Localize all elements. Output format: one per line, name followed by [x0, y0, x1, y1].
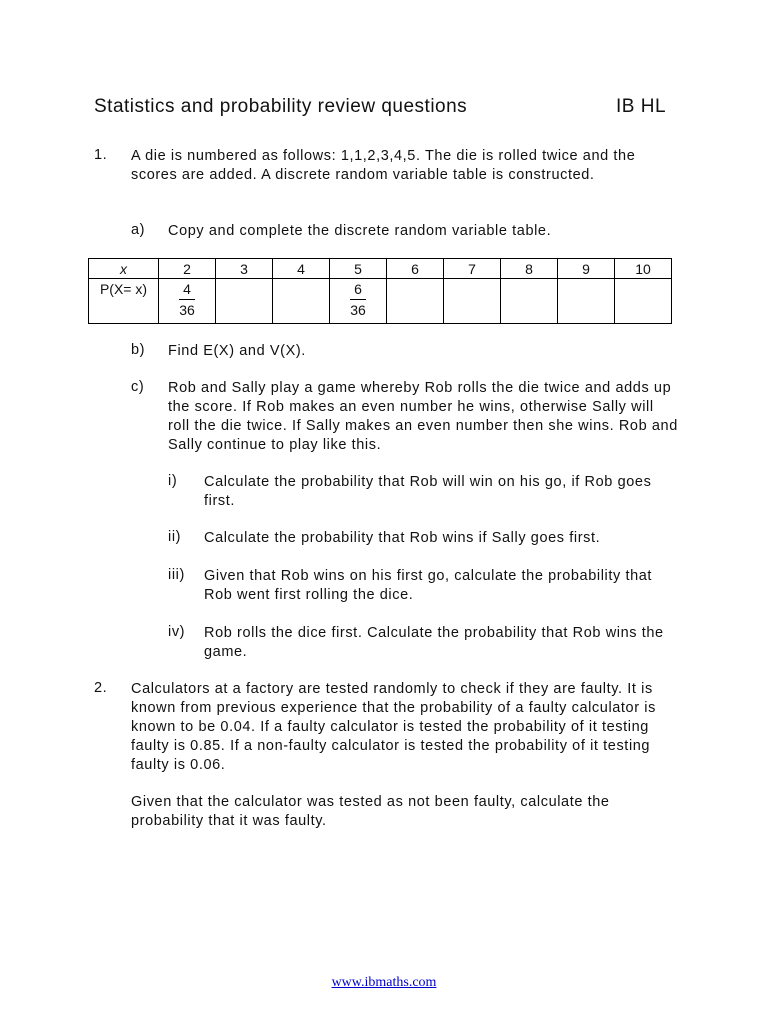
- part-c-iii-label: iii): [168, 567, 185, 583]
- probability-header: P(X= x): [89, 279, 159, 324]
- part-c-i-text: Calculate the probability that Rob will win on his go, if Rob goes first.: [204, 474, 652, 509]
- fraction: $\frac{6}{36}$: [350, 281, 366, 318]
- course-level: IB HL: [616, 96, 667, 117]
- x-cell: 5: [330, 259, 387, 279]
- x-cell: 6: [387, 259, 444, 279]
- website-link[interactable]: www.ibmaths.com: [331, 975, 437, 990]
- part-a-text: Copy and complete the discrete random variable table.: [168, 223, 552, 239]
- page-title: Statistics and probability review questions: [94, 96, 468, 117]
- question-2-intro: Calculators at a factory are tested randomly to check if they are faulty. It is known from previous experience that the probability of a faulty calculator is known to be 0.04. If a faulty calculator is tested the probability of it testing faulty is 0.85. If a non-faulty calculator is tested the probability of it testing faulty is 0.06.: [131, 681, 656, 773]
- x-cell: 3: [216, 259, 273, 279]
- p-cell-empty[interactable]: [615, 279, 672, 324]
- x-header: x: [89, 259, 159, 279]
- part-a-label: a): [131, 222, 146, 238]
- p-cell-empty[interactable]: [216, 279, 273, 324]
- distribution-table: [88, 258, 672, 324]
- p-cell: [159, 279, 216, 324]
- question-1-intro: A die is numbered as follows: 1,1,2,3,4,5. The die is rolled twice and the scores are added. A discrete random variable table is constructed.: [131, 148, 636, 183]
- question-2-number: 2.: [94, 680, 108, 696]
- part-b-text: Find E(X) and V(X).: [168, 343, 306, 359]
- x-cell: 8: [501, 259, 558, 279]
- part-c-label: c): [131, 379, 145, 395]
- question-1-number: 1.: [94, 147, 108, 163]
- part-c-iv-text: Rob rolls the dice first. Calculate the probability that Rob wins the game.: [204, 625, 664, 660]
- x-cell: 10: [615, 259, 672, 279]
- part-b-label: b): [131, 342, 146, 358]
- question-2-question: Given that the calculator was tested as not been faulty, calculate the probability that it was faulty.: [131, 794, 610, 829]
- part-c-iii-text: Given that Rob wins on his first go, calculate the probability that Rob went first rolling the dice.: [204, 568, 653, 603]
- p-cell: [330, 279, 387, 324]
- table-row-probability: [89, 279, 672, 324]
- p-cell-empty[interactable]: [387, 279, 444, 324]
- part-c-ii-label: ii): [168, 529, 182, 545]
- part-c-i-label: i): [168, 473, 178, 489]
- x-cell: 7: [444, 259, 501, 279]
- p-cell-empty[interactable]: [273, 279, 330, 324]
- part-c-ii-text: Calculate the probability that Rob wins if Sally goes first.: [204, 530, 601, 546]
- x-cell: 9: [558, 259, 615, 279]
- part-c-iv-label: iv): [168, 624, 186, 640]
- p-cell-empty[interactable]: [501, 279, 558, 324]
- table-row-x: [89, 259, 672, 279]
- x-cell: 2: [159, 259, 216, 279]
- part-c-text: Rob and Sally play a game whereby Rob rolls the die twice and adds up the score. If Rob makes an even number he wins, otherwise Sally will roll the die twice. If Sally makes an even number then she wins. Rob and Sally continue to play like this.: [168, 380, 678, 453]
- p-cell-empty[interactable]: [558, 279, 615, 324]
- fraction: $\frac{4}{36}$: [179, 281, 195, 318]
- p-cell-empty[interactable]: [444, 279, 501, 324]
- x-cell: 4: [273, 259, 330, 279]
